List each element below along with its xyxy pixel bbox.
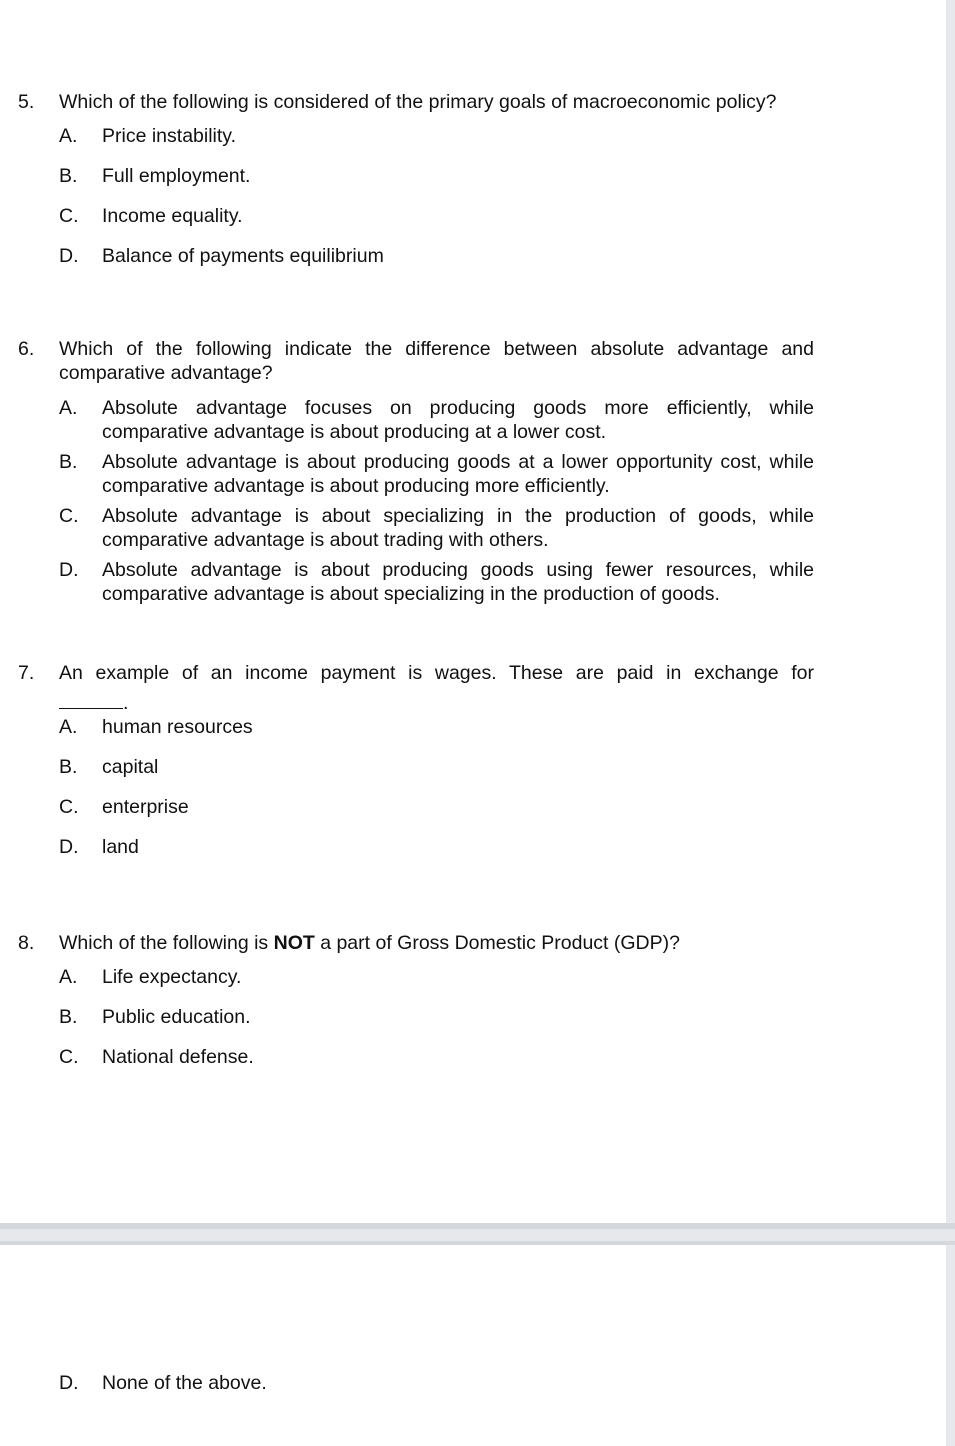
question-number: 8. <box>18 932 35 954</box>
question-number: 6. <box>18 338 35 360</box>
question-7 <box>0 661 830 875</box>
option-a[interactable]: A. human resources <box>59 716 253 738</box>
options-list <box>59 965 814 1085</box>
option-a[interactable]: A. Absolute advantage focuses on producing goods more efficiently, while comparative advantage is about producing at a lower cost. <box>59 397 814 443</box>
question-8 <box>0 931 830 1085</box>
option-a[interactable]: A. Life expectancy. <box>59 966 242 988</box>
question-text: An example of an income payment is wages. These are paid in exchange for <box>59 662 814 684</box>
question-text-blank-line: . <box>59 691 814 715</box>
option-d[interactable]: D. Balance of payments equilibrium <box>59 245 384 267</box>
option-c[interactable]: C. Absolute advantage is about specializing in the production of goods, while comparative advantage is about trading with others. <box>59 505 814 551</box>
option-b[interactable]: B. Absolute advantage is about producing goods at a lower opportunity cost, while comparative advantage is about producing more efficiently. <box>59 451 814 497</box>
question-5 <box>0 90 830 284</box>
question-text: Which of the following is NOT a part of Gross Domestic Product (GDP)? <box>59 932 680 954</box>
option-a[interactable]: A. Price instability. <box>59 125 237 147</box>
options-list <box>59 124 814 284</box>
option-b[interactable]: B. Full employment. <box>59 165 251 187</box>
question-text: Which of the following is considered of the primary goals of macroeconomic policy? <box>59 91 777 113</box>
question-8-continued <box>0 1371 830 1395</box>
options-list <box>59 715 814 875</box>
option-c[interactable]: C. National defense. <box>59 1046 254 1068</box>
option-d[interactable]: D. None of the above. <box>59 1372 267 1394</box>
options-list <box>59 396 814 606</box>
option-b[interactable]: B. Public education. <box>59 1006 251 1028</box>
option-d[interactable]: D. land <box>59 836 139 858</box>
question-number: 5. <box>18 91 35 113</box>
page-break <box>0 1223 955 1245</box>
question-6 <box>0 337 830 606</box>
option-b[interactable]: B. capital <box>59 756 159 778</box>
option-c[interactable]: C. Income equality. <box>59 205 243 227</box>
option-c[interactable]: C. enterprise <box>59 796 189 818</box>
question-text: Which of the following indicate the difference between absolute advantage and comparative advantage? <box>59 338 814 384</box>
options-list <box>59 1371 814 1395</box>
question-number: 7. <box>18 662 35 684</box>
option-d[interactable]: D. Absolute advantage is about producing goods using fewer resources, while comparative advantage is about specializing in the production of goods. <box>59 559 814 605</box>
answer-blank <box>59 692 123 709</box>
emphasis-not: NOT <box>273 932 315 954</box>
